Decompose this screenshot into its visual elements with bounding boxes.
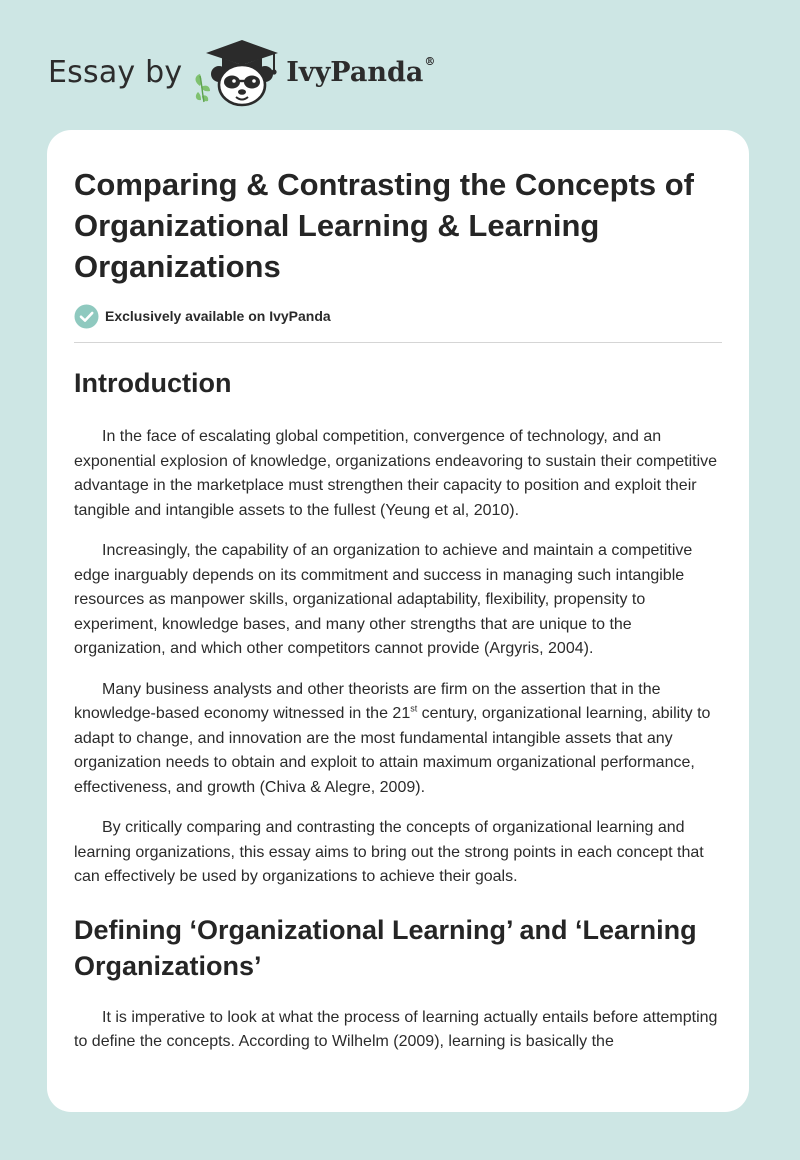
section-heading-definitions: Defining ‘Organizational Learning’ and ‘Learning Organizations’ [74,914,697,981]
brand-prefix: Essay by [48,54,183,90]
exclusive-badge [74,303,724,329]
exclusive-badge-text: Exclusively available on IvyPanda [105,308,331,324]
paragraph: It is imperative to look at what the process of learning actually entails before attempting to define the concepts. According to Wilhelm (2009), learning is basically the [74,1008,718,1050]
paragraph: By critically comparing and contrasting the concepts of organizational learning and learning organizations, this essay aims to bring out the strong points in each concept that can effectively be used by organizations to achieve their goals. [74,819,704,885]
paragraph: Increasingly, the capability of an organization to achieve and maintain a competitive edge inarguably depends on its commitment and success in managing such intangible resources as manpower skills, organizational adaptability, flexibility, propensity to experiment, knowledge bases, and many other strengths that are unique to the organization, and which other competitors cannot provide (Argyris, 2004). [74,542,693,657]
check-circle-icon [74,304,99,329]
brand-name: IvyPanda® [286,54,436,88]
panda-graduation-cap-icon [192,36,284,108]
section-heading-introduction: Introduction [74,368,232,398]
paragraph: In the face of escalating global competition, convergence of technology, and an exponential explosion of knowledge, organizations endeavoring to sustain their competitive advantage in the marketplace must strengthen their capacity to position and exploit their tangible and intangible assets to the fullest (Yeung et al, 2010). [74,428,718,519]
ordinal-superscript: st [410,703,418,714]
page-title: Comparing & Contrasting the Concepts of Organizational Learning & Learning Organizations [74,167,694,284]
essay-card [47,130,749,1112]
brand-header[interactable] [48,36,435,108]
paragraph: Many business analysts and other theorists are firm on the assertion that in the knowledge-based economy witnessed in the 21st century, organizational learning, ability to adapt to change, and innovation are the most fundamental intangible assets that any organization needs to obtain and exploit to attain maximum organizational performance, effectiveness, and growth (Chiva & Alegre, 2009). [74,680,711,796]
divider [74,342,722,343]
essay-content [74,164,724,1055]
